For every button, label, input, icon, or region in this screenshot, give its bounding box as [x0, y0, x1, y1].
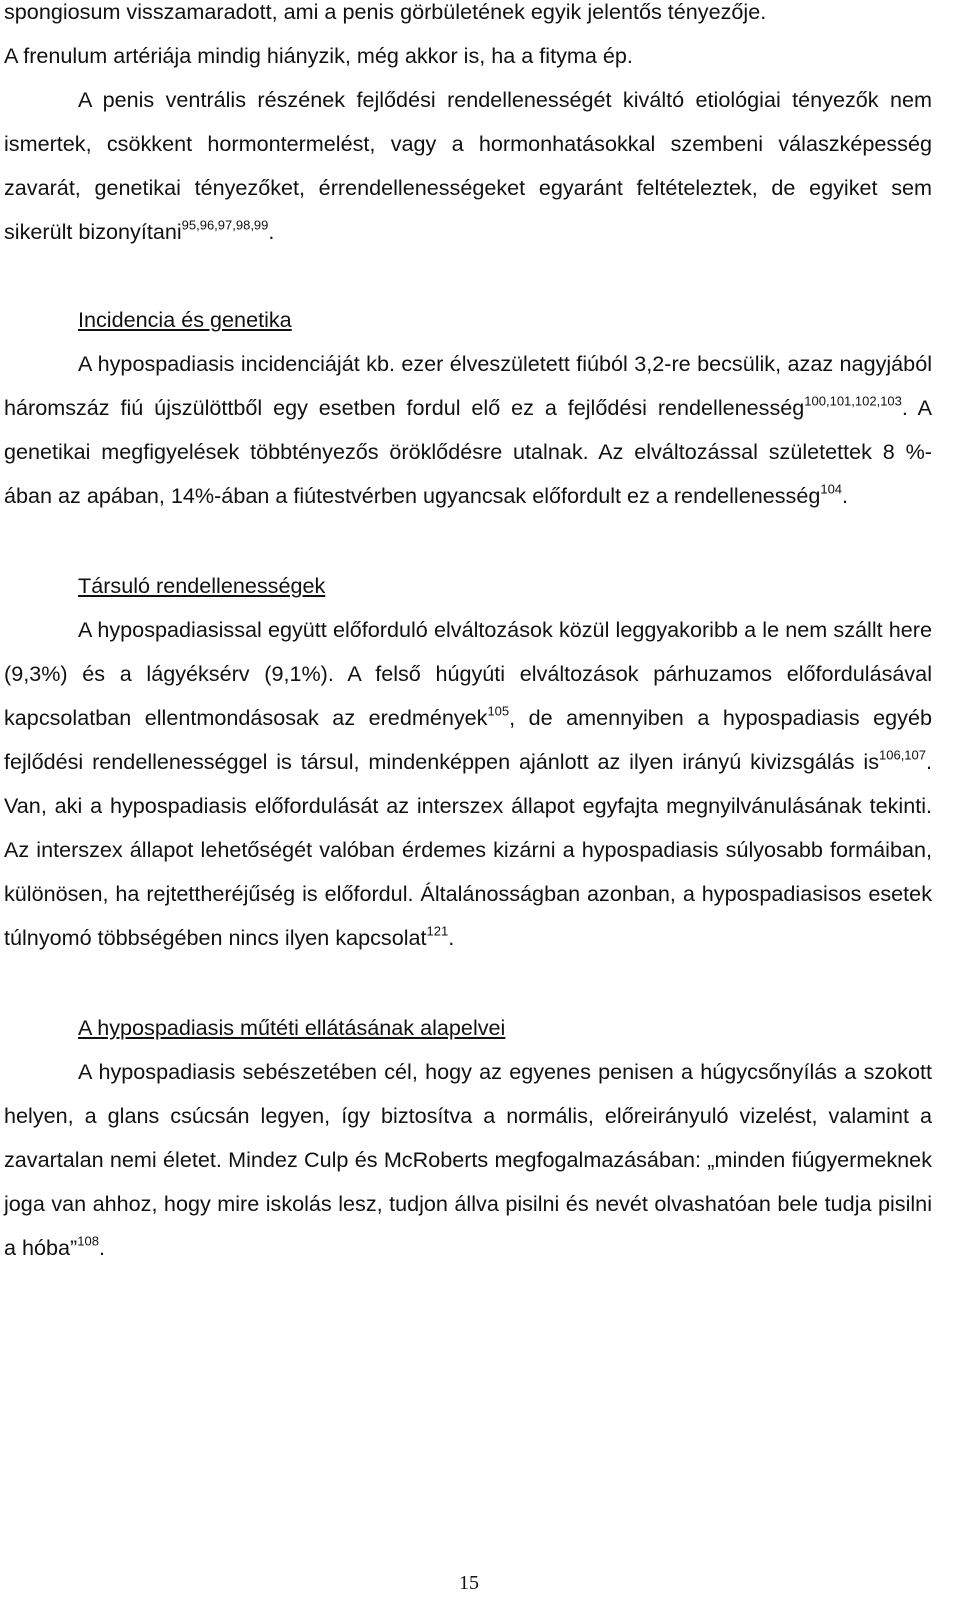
section-spacer — [4, 960, 932, 1006]
text-line: spongiosum visszamaradott, ami a penis görbületének egyik jelentős tényezője. — [4, 0, 767, 24]
paragraph-text: A hypospadiasissal együtt előforduló elváltozások közül leggyakoribb a le nem szállt here (9,3%) és a lágyéksérv (9,1%). A felső húgyúti elváltozások párhuzamos előfordulásával kapcsolatban ellentmondásosak az eredmények — [4, 617, 932, 730]
page-number: 15 — [459, 1572, 479, 1594]
citation-reference: 105 — [487, 703, 510, 719]
citation-reference: 100,101,102,103 — [804, 393, 902, 409]
paragraph-text: . — [268, 219, 275, 244]
paragraph-etiology — [4, 78, 932, 254]
citation-reference: 121 — [426, 923, 449, 939]
section-spacer — [4, 254, 932, 298]
paragraph-text: A hypospadiasis incidenciáját kb. ezer élveszületett fiúból 3,2-re becsülik, azaz nagyjából háromszáz fiú újszülöttből egy esetben fordul elő ez a fejlődési rendellenesség — [4, 351, 932, 420]
document-page — [4, 0, 932, 1270]
paragraph-text: A penis ventrális részének fejlődési rendellenességét kiváltó etiológiai tényezők nem ismertek, csökkent hormontermelést, vagy a hormonhatásokkal szembeni válaszképesség zavarát, genetikai tényezőket, érrendellenességeket egyaránt feltételeztek, de egyiket sem sikerült bizonyítani — [4, 87, 932, 244]
paragraph-text: . A genetikai megfigyelések többtényezős öröklődésre utalnak. Az elváltozással születettek 8 %-ában az apában, 14%-ában a fiútestvérben ugyancsak előfordult ez a rendellenesség — [4, 395, 933, 508]
citation-reference: 108 — [77, 1233, 99, 1249]
section-heading-associated: Társuló rendellenességek — [78, 573, 326, 598]
paragraph-text: . — [98, 1235, 105, 1260]
citation-reference: 106,107 — [879, 747, 926, 763]
paragraph-text: . — [448, 925, 455, 950]
section-heading-incidence: Incidencia és genetika — [78, 307, 292, 332]
text-line: A frenulum artériája mindig hiányzik, még akkor is, ha a fityma ép. — [4, 43, 633, 68]
paragraph-incidence — [4, 342, 932, 518]
section-spacer — [4, 518, 932, 564]
paragraph-text: A hypospadiasis sebészetében cél, hogy az egyenes penisen a húgycsőnyílás a szokott helyen, a glans csúcsán legyen, így biztosítva a normális, előreirányuló vizelést, valamint a zavartalan nemi életet. Mindez Culp és McRoberts megfogalmazásában: „minden fiúgyermeknek joga van ahhoz, hogy mire iskolás lesz, tudjon állva pisilni és nevét olvashatóan bele tudja pisilni a hóba” — [4, 1059, 932, 1260]
paragraph-associated — [4, 608, 932, 960]
section-heading-surgery: A hypospadiasis műtéti ellátásának alapelvei — [78, 1015, 506, 1040]
citation-reference: 95,96,97,98,99 — [181, 217, 269, 233]
citation-reference: 104 — [820, 481, 843, 497]
paragraph-surgery — [4, 1050, 932, 1270]
paragraph-text: , de amennyiben a hypospadiasis egyéb fejlődési rendellenességgel is társul, mindenképpen ajánlott az ilyen irányú kivizsgálás is — [4, 705, 933, 774]
paragraph-continued — [4, 0, 932, 78]
paragraph-text: . — [842, 483, 849, 508]
paragraph-text: . Van, aki a hypospadiasis előfordulását az interszex állapot egyfajta megnyilvánulásának tekinti. Az interszex állapot lehetőségét valóban érdemes kizárni a hypospadiasis súlyosabb formáiban, különösen, ha rejtettheréjűség is előfordul. Általánosságban azonban, a hypospadiasisos esetek túlnyomó többségében nincs ilyen kapcsolat — [4, 749, 932, 950]
